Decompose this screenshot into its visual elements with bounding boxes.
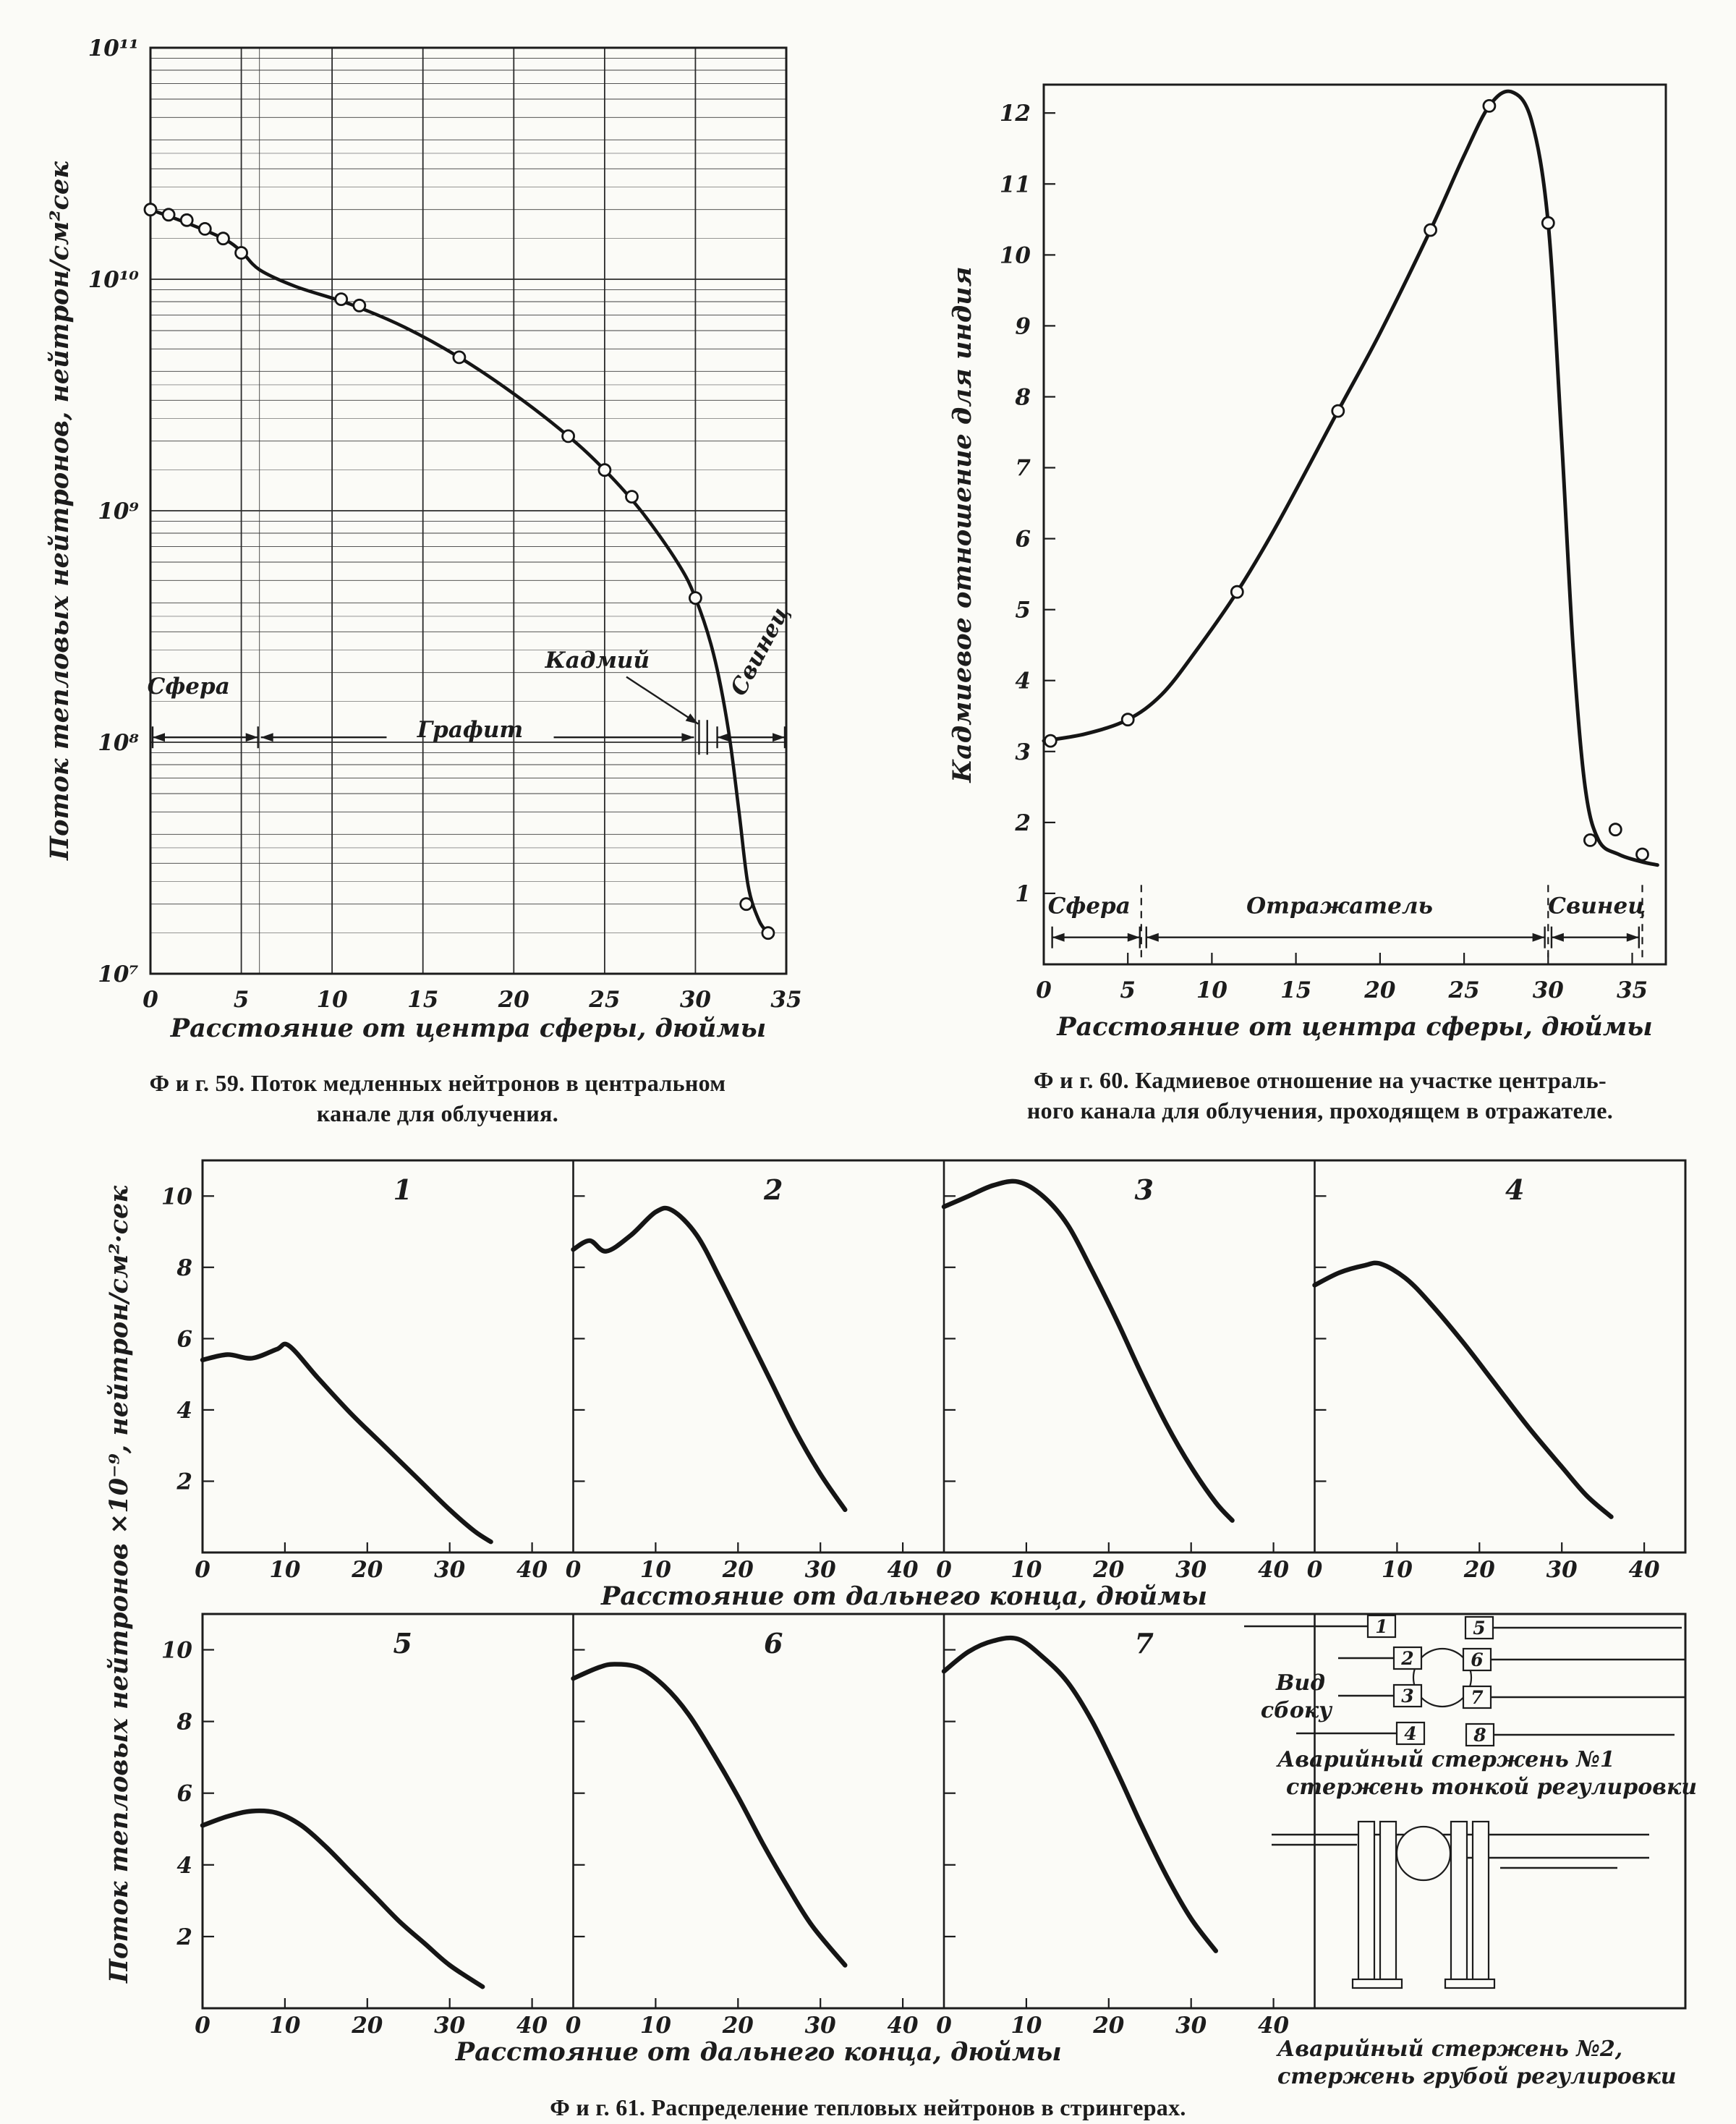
svg-text:6: 6	[764, 1627, 783, 1660]
svg-text:10: 10	[269, 2013, 301, 2039]
svg-text:40: 40	[1628, 1557, 1660, 1583]
svg-text:10¹¹: 10¹¹	[88, 35, 139, 61]
svg-text:15: 15	[1280, 977, 1312, 1003]
svg-text:3: 3	[1015, 739, 1031, 765]
svg-text:Кадмиевое отношение для индия: Кадмиевое отношение для индия	[948, 266, 977, 783]
svg-text:10: 10	[1010, 2013, 1042, 2039]
svg-text:Свинец: Свинец	[1548, 893, 1646, 919]
svg-text:3: 3	[1401, 1686, 1414, 1707]
svg-text:7: 7	[1471, 1687, 1484, 1708]
svg-text:1: 1	[1375, 1616, 1388, 1637]
svg-text:Расстояние от дальнего конца,: Расстояние от дальнего конца, дюймы	[601, 1581, 1207, 1611]
svg-text:2: 2	[764, 1173, 783, 1206]
svg-text:10: 10	[639, 2013, 671, 2039]
svg-text:35: 35	[770, 987, 802, 1013]
svg-text:стержень грубой регулировки: стержень грубой регулировки	[1277, 2064, 1677, 2089]
svg-text:10: 10	[639, 1557, 671, 1583]
svg-text:10: 10	[161, 1637, 192, 1664]
svg-text:Графит: Графит	[417, 717, 524, 744]
fig61-panel-grid	[58, 1143, 1722, 2091]
svg-text:4: 4	[176, 1397, 192, 1424]
fig59-chart	[22, 11, 854, 1053]
svg-text:10⁷: 10⁷	[98, 961, 139, 987]
svg-text:30: 30	[434, 1557, 466, 1583]
svg-text:40: 40	[516, 1557, 548, 1583]
svg-text:30: 30	[434, 2013, 466, 2039]
svg-text:2: 2	[1015, 810, 1031, 836]
svg-text:40: 40	[1257, 2013, 1290, 2039]
svg-text:9: 9	[1015, 313, 1031, 340]
svg-text:12: 12	[999, 101, 1031, 127]
svg-text:20: 20	[1364, 977, 1396, 1003]
svg-text:10: 10	[1196, 977, 1228, 1003]
svg-text:30: 30	[1532, 977, 1564, 1003]
svg-text:35: 35	[1616, 977, 1648, 1003]
svg-text:4: 4	[176, 1852, 192, 1879]
svg-text:0: 0	[1306, 1557, 1323, 1583]
svg-text:0: 0	[565, 2013, 582, 2039]
svg-text:2: 2	[176, 1924, 192, 1950]
svg-text:40: 40	[887, 2013, 919, 2039]
svg-text:6: 6	[1015, 526, 1031, 553]
svg-text:5: 5	[1120, 977, 1136, 1003]
svg-text:2: 2	[1401, 1648, 1414, 1669]
svg-text:0: 0	[1036, 977, 1052, 1003]
svg-text:6: 6	[176, 1780, 192, 1807]
svg-text:0: 0	[142, 987, 158, 1013]
svg-text:40: 40	[887, 1557, 919, 1583]
fig59-caption	[54, 1068, 821, 1129]
svg-text:4: 4	[1015, 668, 1031, 694]
svg-text:Сфера: Сфера	[1047, 893, 1131, 919]
svg-text:Свинец: Свинец	[726, 601, 795, 700]
svg-text:5: 5	[1015, 597, 1031, 624]
svg-text:Расстояние от дальнего конца,: Расстояние от дальнего конца, дюймы	[455, 2037, 1062, 2067]
svg-text:5: 5	[233, 987, 250, 1013]
svg-text:6: 6	[1471, 1649, 1484, 1670]
svg-text:10⁹: 10⁹	[98, 498, 139, 524]
svg-text:Расстояние от центра сферы, дю: Расстояние от центра сферы, дюймы	[170, 1014, 767, 1043]
fig60-caption-line2: ного канала для облучения, проходящем в отражателе.	[1026, 1097, 1614, 1124]
svg-text:10: 10	[316, 987, 348, 1013]
svg-text:10¹⁰: 10¹⁰	[88, 267, 139, 293]
svg-text:8: 8	[176, 1709, 192, 1736]
svg-text:Аварийный стержень №1: Аварийный стержень №1	[1277, 1747, 1615, 1772]
svg-text:10: 10	[161, 1184, 192, 1210]
svg-text:10⁸: 10⁸	[98, 730, 139, 756]
fig60-caption	[919, 1065, 1722, 1126]
svg-text:3: 3	[1134, 1173, 1154, 1206]
svg-text:Сфера: Сфера	[147, 673, 230, 700]
svg-text:10: 10	[999, 242, 1031, 269]
svg-text:20: 20	[1093, 2013, 1125, 2039]
svg-text:0: 0	[936, 1557, 952, 1583]
svg-text:сбоку: сбоку	[1260, 1698, 1332, 1723]
fig61-caption: Ф и г. 61. Распределение тепловых нейтронов в стрингерах.	[550, 2094, 1186, 2120]
svg-text:Аварийный стержень №2,: Аварийный стержень №2,	[1277, 2036, 1623, 2062]
svg-text:30: 30	[1175, 1557, 1207, 1583]
svg-text:25: 25	[1448, 977, 1480, 1003]
svg-text:10: 10	[1010, 1557, 1042, 1583]
svg-text:Отражатель: Отражатель	[1246, 893, 1433, 919]
fig60-chart	[933, 51, 1722, 1063]
svg-text:7: 7	[1134, 1627, 1154, 1660]
svg-text:8: 8	[176, 1254, 192, 1281]
svg-text:40: 40	[1257, 1557, 1290, 1583]
svg-text:6: 6	[176, 1326, 192, 1353]
svg-text:5: 5	[393, 1627, 412, 1660]
svg-text:1: 1	[1015, 880, 1031, 907]
svg-text:8: 8	[1015, 384, 1031, 411]
svg-text:20: 20	[1093, 1557, 1125, 1583]
svg-text:20: 20	[352, 1557, 383, 1583]
svg-text:15: 15	[407, 987, 439, 1013]
svg-text:20: 20	[722, 1557, 754, 1583]
svg-text:20: 20	[722, 2013, 754, 2039]
fig59-caption-line1: Ф и г. 59. Поток медленных нейтронов в центральном	[149, 1070, 726, 1096]
svg-text:11: 11	[999, 171, 1031, 198]
svg-text:стержень тонкой регулировки: стержень тонкой регулировки	[1286, 1775, 1698, 1800]
svg-text:0: 0	[936, 2013, 952, 2039]
svg-text:8: 8	[1473, 1725, 1486, 1746]
svg-text:40: 40	[516, 2013, 548, 2039]
svg-text:0: 0	[195, 2013, 210, 2039]
svg-text:Поток тепловых нейтронов ×10⁻⁹: Поток тепловых нейтронов ×10⁻⁹, нейтрон/см²·сек	[104, 1185, 134, 1984]
svg-text:5: 5	[1473, 1618, 1486, 1639]
svg-text:0: 0	[565, 1557, 582, 1583]
svg-text:20: 20	[1463, 1557, 1495, 1583]
svg-text:30: 30	[1546, 1557, 1578, 1583]
svg-text:Расстояние от центра сферы, дю: Расстояние от центра сферы, дюймы	[1057, 1012, 1653, 1042]
svg-text:1: 1	[393, 1173, 412, 1206]
svg-text:7: 7	[1015, 455, 1031, 482]
svg-text:20: 20	[352, 2013, 383, 2039]
svg-text:10: 10	[1381, 1557, 1413, 1583]
fig59-caption-line2: канале для облучения.	[316, 1100, 559, 1127]
svg-text:4: 4	[1404, 1723, 1417, 1744]
svg-text:25: 25	[589, 987, 621, 1013]
svg-text:30: 30	[679, 987, 711, 1013]
svg-text:4: 4	[1505, 1173, 1525, 1206]
fig60-caption-line1: Ф и г. 60. Кадмиевое отношение на участке централь-	[1034, 1067, 1607, 1093]
svg-text:30: 30	[804, 2013, 836, 2039]
svg-text:30: 30	[804, 1557, 836, 1583]
svg-text:Вид: Вид	[1275, 1670, 1326, 1696]
svg-text:20: 20	[498, 987, 529, 1013]
svg-text:30: 30	[1175, 2013, 1207, 2039]
svg-text:Поток тепловых нейтронов, нейт: Поток тепловых нейтронов, нейтрон/см²сек	[45, 161, 75, 860]
svg-text:0: 0	[195, 1557, 210, 1583]
svg-text:2: 2	[176, 1469, 192, 1495]
svg-text:Кадмий: Кадмий	[545, 647, 650, 674]
svg-text:10: 10	[269, 1557, 301, 1583]
